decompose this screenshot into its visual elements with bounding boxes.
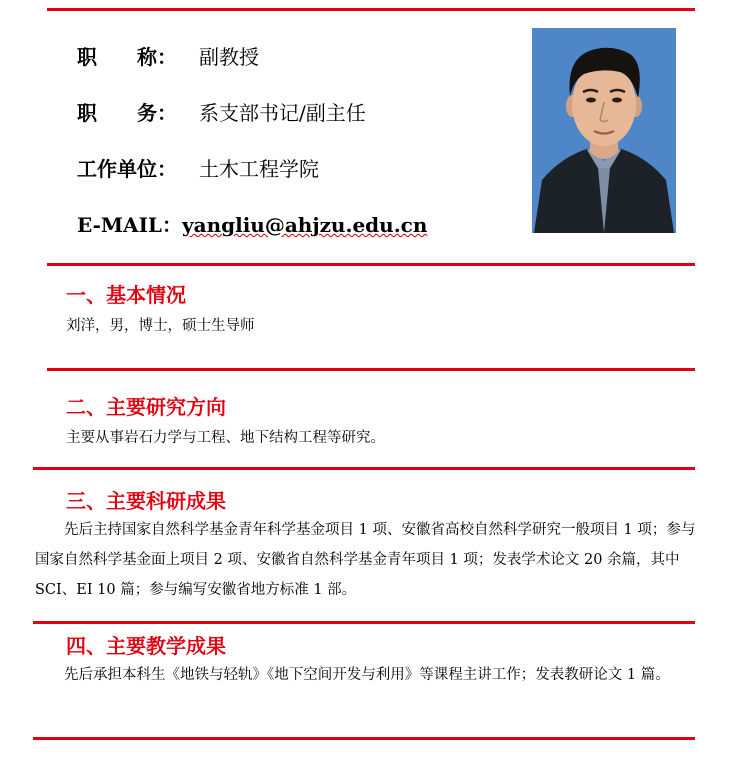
profile-position-row: [77, 101, 366, 125]
section-heading-research-results: 三、主要科研成果: [66, 489, 226, 513]
profile-email-value[interactable]: yangliu@ahjzu.edu.cn: [182, 213, 428, 237]
section-text-research-direction: 主要从事岩石力学与工程、地下结构工程等研究。: [66, 430, 385, 446]
portrait-illustration: [532, 28, 676, 233]
section-text-basic-info: 刘洋，男，博士，硕士生导师: [66, 318, 255, 334]
section-text-teaching-results: 先后承担本科生《地铁与轻轨》《地下空间开发与利用》等课程主讲工作；发表教研论文 1 篇。: [64, 667, 670, 683]
profile-email-row: [77, 213, 427, 237]
portrait-photo: [532, 28, 676, 233]
section-divider-2: [47, 368, 695, 371]
section-divider-1: [47, 263, 695, 266]
profile-email-label: E-MAIL：: [77, 213, 182, 237]
top-divider: [47, 8, 695, 11]
profile-title-value: 副教授: [199, 45, 259, 69]
bottom-divider: [33, 737, 695, 740]
section-text-research-results: 先后主持国家自然科学基金青年科学基金项目 1 项、安徽省高校自然科学研究一般项目 1 项；参与国家自然科学基金面上项目 2 项、安徽省自然科学基金青年项目 1 项；发表学术论文 20 余篇，其中 SCI、EI 10 篇；参与编写安徽省地方标准 1 部。: [35, 522, 696, 598]
section-divider-3: [33, 467, 695, 470]
profile-unit-value: 土木工程学院: [199, 157, 319, 181]
section-heading-basic-info: 一、基本情况: [66, 283, 186, 307]
section-divider-4: [33, 621, 695, 624]
section-heading-research-direction: 二、主要研究方向: [66, 395, 226, 419]
profile-unit-label: 工作单位：: [77, 157, 177, 181]
section-heading-teaching-results: 四、主要教学成果: [66, 634, 226, 658]
profile-position-value: 系支部书记/副主任: [199, 101, 366, 125]
profile-unit-row: [77, 157, 319, 181]
profile-title-row: [77, 45, 259, 69]
profile-title-label: 职 称：: [77, 45, 177, 69]
profile-position-label: 职 务：: [77, 101, 177, 125]
